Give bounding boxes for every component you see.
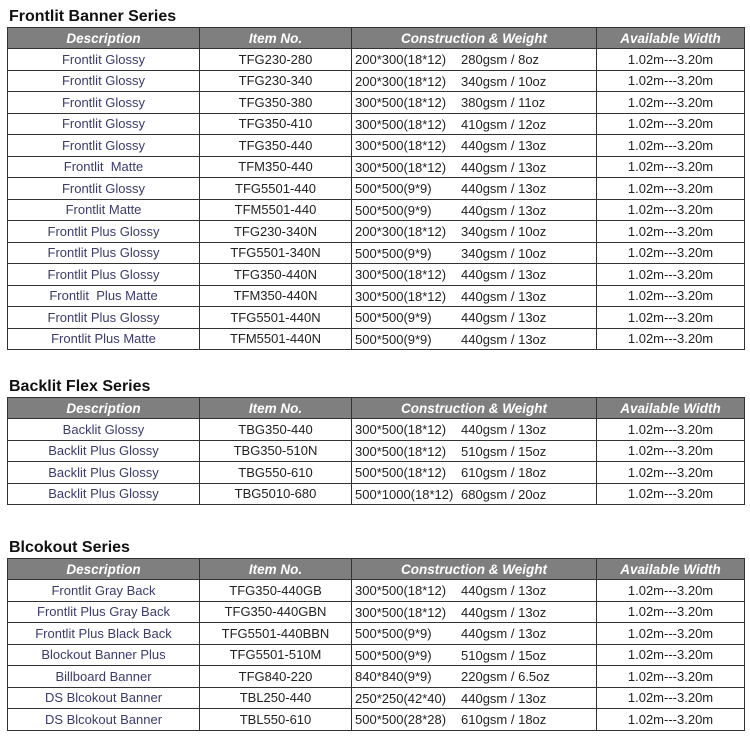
available-width-cell: 1.02m---3.20m <box>597 92 745 114</box>
item-no-cell: TBL550-610 <box>200 709 352 731</box>
series-title: Backlit Flex Series <box>9 378 151 395</box>
construction-spec: 300*500(18*12) <box>355 267 447 282</box>
table-row <box>8 49 745 71</box>
construction-weight-cell <box>352 242 597 264</box>
item-no-cell: TFG350-440 <box>200 135 352 157</box>
available-width-cell: 1.02m---3.20m <box>597 666 745 688</box>
available-width-cell: 1.02m---3.20m <box>597 135 745 157</box>
construction-weight-cell <box>352 264 597 286</box>
construction-weight-cell <box>352 580 597 602</box>
description-cell: DS Blcokout Banner <box>8 709 200 731</box>
construction-spec: 300*500(18*12) <box>355 443 447 459</box>
construction-spec: 300*500(18*12) <box>355 95 447 110</box>
table-row <box>8 264 745 286</box>
weight: 610gsm / 18oz <box>461 465 547 480</box>
table-row <box>8 70 745 92</box>
weight: 440gsm / 13oz <box>461 331 547 347</box>
weight: 280gsm / 8oz <box>461 52 540 67</box>
construction-spec: 500*500(9*9) <box>355 331 432 347</box>
weight: 440gsm / 13oz <box>461 267 547 282</box>
description-cell: Backlit Plus Glossy <box>8 462 200 484</box>
description-cell: Backlit Plus Glossy <box>8 440 200 462</box>
table-row <box>8 483 745 505</box>
construction-weight-cell <box>352 221 597 243</box>
description-cell: Frontlit Plus Glossy <box>8 307 200 329</box>
construction-weight-cell <box>352 440 597 462</box>
available-width-cell: 1.02m---3.20m <box>597 580 745 602</box>
series-title: Blcokout Series <box>9 539 130 556</box>
description-cell: Frontlit Plus Matte <box>8 328 200 350</box>
construction-spec: 500*500(9*9) <box>355 181 432 196</box>
construction-weight-cell <box>352 419 597 441</box>
table-row <box>8 623 745 645</box>
weight: 220gsm / 6.5oz <box>461 669 550 684</box>
table-row <box>8 328 745 350</box>
description-cell: Frontlit Matte <box>8 156 200 178</box>
description-cell: Frontlit Gray Back <box>8 580 200 602</box>
table-row <box>8 307 745 329</box>
header-available-width: Available Width <box>597 28 745 49</box>
description-cell: Backlit Glossy <box>8 419 200 441</box>
weight: 410gsm / 12oz <box>461 116 547 132</box>
construction-weight-cell <box>352 156 597 178</box>
construction-weight-cell <box>352 307 597 329</box>
item-no-cell: TFG5501-340N <box>200 242 352 264</box>
construction-spec: 200*300(18*12) <box>355 52 447 67</box>
construction-weight-cell <box>352 178 597 200</box>
description-cell: Backlit Plus Glossy <box>8 483 200 505</box>
item-no-cell: TBG350-510N <box>200 440 352 462</box>
construction-spec: 300*500(18*12) <box>355 583 447 598</box>
available-width-cell: 1.02m---3.20m <box>597 419 745 441</box>
description-cell: Frontlit Glossy <box>8 92 200 114</box>
item-no-cell: TFG230-280 <box>200 49 352 71</box>
table-header <box>8 28 745 49</box>
available-width-cell: 1.02m---3.20m <box>597 687 745 709</box>
weight: 440gsm / 13oz <box>461 583 547 598</box>
series-section <box>7 538 744 731</box>
description-cell: Billboard Banner <box>8 666 200 688</box>
weight: 440gsm / 13oz <box>461 138 547 153</box>
available-width-cell: 1.02m---3.20m <box>597 264 745 286</box>
construction-weight-cell <box>352 709 597 731</box>
description-cell: Frontlit Plus Glossy <box>8 221 200 243</box>
description-cell: Frontlit Plus Black Back <box>8 623 200 645</box>
table-row <box>8 709 745 731</box>
construction-spec: 500*500(9*9) <box>355 647 432 663</box>
weight: 440gsm / 13oz <box>461 181 547 196</box>
construction-weight-cell <box>352 687 597 709</box>
table-row <box>8 156 745 178</box>
description-cell: Frontlit Plus Gray Back <box>8 601 200 623</box>
construction-spec: 500*500(9*9) <box>355 202 432 218</box>
description-cell: Frontlit Glossy <box>8 178 200 200</box>
description-cell: DS Blcokout Banner <box>8 687 200 709</box>
construction-weight-cell <box>352 328 597 350</box>
header-description: Description <box>8 28 200 49</box>
item-no-cell: TFG350-380 <box>200 92 352 114</box>
item-no-cell: TFG350-440GB <box>200 580 352 602</box>
construction-weight-cell <box>352 92 597 114</box>
available-width-cell: 1.02m---3.20m <box>597 307 745 329</box>
available-width-cell: 1.02m---3.20m <box>597 156 745 178</box>
construction-spec: 300*500(18*12) <box>355 604 447 620</box>
weight: 340gsm / 10oz <box>461 224 547 239</box>
item-no-cell: TFM350-440N <box>200 285 352 307</box>
weight: 440gsm / 13oz <box>461 310 547 325</box>
header-available-width: Available Width <box>597 559 745 580</box>
weight: 340gsm / 10oz <box>461 73 547 89</box>
construction-weight-cell <box>352 623 597 645</box>
spec-table <box>7 558 745 731</box>
construction-spec: 840*840(9*9) <box>355 669 432 684</box>
table-row <box>8 580 745 602</box>
header-construction-weight: Construction & Weight <box>352 28 597 49</box>
construction-weight-cell <box>352 644 597 666</box>
table-header <box>8 398 745 419</box>
table-row <box>8 221 745 243</box>
construction-weight-cell <box>352 601 597 623</box>
item-no-cell: TBL250-440 <box>200 687 352 709</box>
construction-spec: 300*500(18*12) <box>355 422 447 437</box>
item-no-cell: TFG230-340 <box>200 70 352 92</box>
table-row <box>8 242 745 264</box>
construction-weight-cell <box>352 462 597 484</box>
description-cell: Frontlit Plus Glossy <box>8 264 200 286</box>
table-row <box>8 135 745 157</box>
table-row <box>8 687 745 709</box>
construction-spec: 500*500(9*9) <box>355 626 432 641</box>
construction-spec: 500*500(9*9) <box>355 245 432 261</box>
available-width-cell: 1.02m---3.20m <box>597 70 745 92</box>
table-row <box>8 113 745 135</box>
table-row <box>8 92 745 114</box>
available-width-cell: 1.02m---3.20m <box>597 709 745 731</box>
table-row <box>8 462 745 484</box>
item-no-cell: TFG5501-440BBN <box>200 623 352 645</box>
table-row <box>8 440 745 462</box>
construction-spec: 250*250(42*40) <box>355 690 447 706</box>
available-width-cell: 1.02m---3.20m <box>597 440 745 462</box>
item-no-cell: TFG230-340N <box>200 221 352 243</box>
construction-spec: 300*500(18*12) <box>355 159 447 175</box>
description-cell: Frontlit Glossy <box>8 135 200 157</box>
available-width-cell: 1.02m---3.20m <box>597 221 745 243</box>
description-cell: Frontlit Glossy <box>8 70 200 92</box>
weight: 440gsm / 13oz <box>461 626 547 641</box>
description-cell: Frontlit Matte <box>8 199 200 221</box>
available-width-cell: 1.02m---3.20m <box>597 601 745 623</box>
spec-table <box>7 27 745 350</box>
table-row <box>8 644 745 666</box>
weight: 510gsm / 15oz <box>461 647 547 663</box>
available-width-cell: 1.02m---3.20m <box>597 623 745 645</box>
item-no-cell: TFG5501-440N <box>200 307 352 329</box>
weight: 680gsm / 20oz <box>461 486 547 502</box>
header-item-no: Item No. <box>200 28 352 49</box>
header-description: Description <box>8 398 200 419</box>
available-width-cell: 1.02m---3.20m <box>597 113 745 135</box>
weight: 440gsm / 13oz <box>461 159 547 175</box>
series-section <box>7 7 744 350</box>
available-width-cell: 1.02m---3.20m <box>597 462 745 484</box>
construction-weight-cell <box>352 113 597 135</box>
construction-spec: 200*300(18*12) <box>355 224 447 239</box>
construction-spec: 500*500(18*12) <box>355 465 447 480</box>
header-construction-weight: Construction & Weight <box>352 559 597 580</box>
available-width-cell: 1.02m---3.20m <box>597 644 745 666</box>
header-description: Description <box>8 559 200 580</box>
item-no-cell: TBG350-440 <box>200 419 352 441</box>
item-no-cell: TFM5501-440N <box>200 328 352 350</box>
available-width-cell: 1.02m---3.20m <box>597 199 745 221</box>
construction-spec: 200*300(18*12) <box>355 73 447 89</box>
item-no-cell: TFG840-220 <box>200 666 352 688</box>
construction-weight-cell <box>352 70 597 92</box>
weight: 380gsm / 11oz <box>461 95 546 110</box>
weight: 340gsm / 10oz <box>461 245 547 261</box>
item-no-cell: TFM5501-440 <box>200 199 352 221</box>
table-row <box>8 601 745 623</box>
construction-spec: 300*500(18*12) <box>355 116 447 132</box>
construction-weight-cell <box>352 285 597 307</box>
description-cell: Frontlit Plus Matte <box>8 285 200 307</box>
construction-spec: 500*500(9*9) <box>355 310 432 325</box>
weight: 440gsm / 13oz <box>461 604 547 620</box>
construction-weight-cell <box>352 49 597 71</box>
table-row <box>8 666 745 688</box>
header-item-no: Item No. <box>200 398 352 419</box>
construction-weight-cell <box>352 666 597 688</box>
weight: 440gsm / 13oz <box>461 288 547 304</box>
construction-weight-cell <box>352 483 597 505</box>
construction-weight-cell <box>352 135 597 157</box>
weight: 440gsm / 13oz <box>461 422 547 437</box>
item-no-cell: TFM350-440 <box>200 156 352 178</box>
header-item-no: Item No. <box>200 559 352 580</box>
table-header <box>8 559 745 580</box>
weight: 440gsm / 13oz <box>461 690 547 706</box>
item-no-cell: TBG5010-680 <box>200 483 352 505</box>
header-construction-weight: Construction & Weight <box>352 398 597 419</box>
available-width-cell: 1.02m---3.20m <box>597 285 745 307</box>
table-row <box>8 419 745 441</box>
header-available-width: Available Width <box>597 398 745 419</box>
item-no-cell: TFG5501-510M <box>200 644 352 666</box>
description-cell: Blockout Banner Plus <box>8 644 200 666</box>
item-no-cell: TFG350-440GBN <box>200 601 352 623</box>
description-cell: Frontlit Plus Glossy <box>8 242 200 264</box>
weight: 440gsm / 13oz <box>461 202 547 218</box>
item-no-cell: TFG350-410 <box>200 113 352 135</box>
item-no-cell: TBG550-610 <box>200 462 352 484</box>
table-row <box>8 199 745 221</box>
description-cell: Frontlit Glossy <box>8 49 200 71</box>
available-width-cell: 1.02m---3.20m <box>597 483 745 505</box>
spec-table <box>7 397 745 505</box>
construction-spec: 500*500(28*28) <box>355 712 447 727</box>
series-section <box>7 377 744 505</box>
item-no-cell: TFG5501-440 <box>200 178 352 200</box>
weight: 610gsm / 18oz <box>461 712 547 727</box>
available-width-cell: 1.02m---3.20m <box>597 49 745 71</box>
construction-spec: 500*1000(18*12) <box>355 486 454 502</box>
available-width-cell: 1.02m---3.20m <box>597 242 745 264</box>
available-width-cell: 1.02m---3.20m <box>597 178 745 200</box>
construction-spec: 300*500(18*12) <box>355 288 447 304</box>
table-row <box>8 178 745 200</box>
table-row <box>8 285 745 307</box>
weight: 510gsm / 15oz <box>461 443 547 459</box>
construction-spec: 300*500(18*12) <box>355 138 447 153</box>
available-width-cell: 1.02m---3.20m <box>597 328 745 350</box>
item-no-cell: TFG350-440N <box>200 264 352 286</box>
description-cell: Frontlit Glossy <box>8 113 200 135</box>
series-title: Frontlit Banner Series <box>9 8 177 25</box>
construction-weight-cell <box>352 199 597 221</box>
